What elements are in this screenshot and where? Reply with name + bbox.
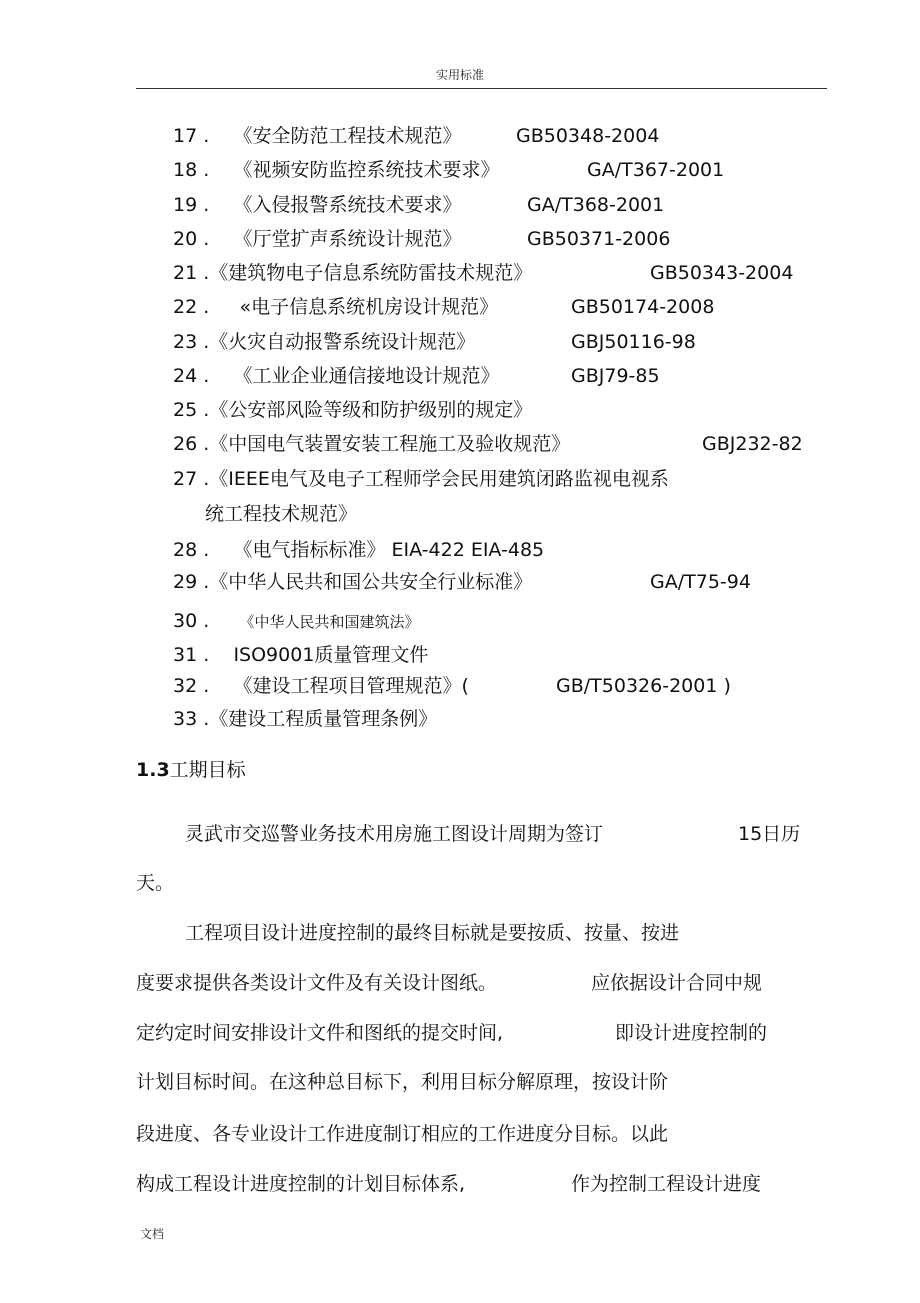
section-number: 1.3 bbox=[136, 759, 170, 781]
reference-title: 《电气指标标准》 EIA-422 EIA-485 bbox=[233, 539, 545, 561]
reference-code: GB50348-2004 bbox=[516, 125, 660, 147]
reference-title: 《中华人民共和国公共安全行业标准》 bbox=[209, 571, 533, 593]
reference-item bbox=[173, 364, 660, 388]
paragraph-line bbox=[136, 871, 174, 895]
reference-number: 32 . bbox=[173, 675, 210, 697]
reference-item bbox=[173, 707, 437, 731]
reference-code: GA/T367-2001 bbox=[587, 159, 725, 181]
reference-number: 28 . bbox=[173, 539, 210, 561]
reference-item-continuation bbox=[205, 502, 357, 526]
reference-title: 《建设工程质量管理条例》 bbox=[209, 708, 438, 730]
reference-title: 《入侵报警系统技术要求》 bbox=[233, 194, 462, 216]
reference-title: 《中华人民共和国建筑法》 bbox=[239, 613, 420, 631]
paragraph-text: 工程项目设计进度控制的最终目标就是要按质、按量、按进 bbox=[185, 922, 680, 944]
reference-code: GBJ50116-98 bbox=[571, 331, 696, 353]
paragraph-text: 段进度、各专业设计工作进度制订相应的工作进度分目标。以此 bbox=[136, 1123, 669, 1145]
paragraph-text: 度要求提供各类设计文件及有关设计图纸。 bbox=[136, 972, 498, 994]
reference-code: GBJ79-85 bbox=[571, 365, 660, 387]
reference-item bbox=[173, 227, 671, 251]
reference-title: 《工业企业通信接地设计规范》 bbox=[233, 365, 500, 387]
reference-title: 《建筑物电子信息系统防雷技术规范》 bbox=[209, 262, 533, 284]
paragraph-text: 即设计进度控制的 bbox=[615, 1022, 768, 1044]
reference-number: 24 . bbox=[173, 365, 210, 387]
reference-item bbox=[173, 570, 751, 594]
reference-item bbox=[173, 158, 725, 182]
reference-title: 《视频安防监控系统技术要求》 bbox=[233, 159, 500, 181]
paragraph-line bbox=[136, 1021, 503, 1045]
reference-title: 《厅堂扩声系统设计规范》 bbox=[233, 228, 462, 250]
reference-number: 21 . bbox=[173, 262, 210, 284]
page-header: 实用标准 bbox=[435, 68, 484, 82]
paragraph-line bbox=[136, 1070, 668, 1094]
paragraph-line bbox=[591, 971, 762, 995]
reference-title: ISO9001质量管理文件 bbox=[233, 644, 429, 666]
reference-number: 30 . bbox=[173, 610, 210, 632]
reference-code: GBJ232-82 bbox=[702, 433, 803, 455]
paragraph-line bbox=[571, 1172, 761, 1196]
reference-code: GB50174-2008 bbox=[571, 296, 715, 318]
reference-title: 《安全防范工程技术规范》 bbox=[233, 125, 462, 147]
paragraph-line bbox=[185, 822, 603, 846]
reference-number: 27 . bbox=[173, 468, 210, 490]
reference-item bbox=[173, 398, 532, 422]
reference-number: 20 . bbox=[173, 228, 210, 250]
reference-number: 25 . bbox=[173, 399, 210, 421]
reference-number: 17 . bbox=[173, 125, 210, 147]
paragraph-text: 定约定时间安排设计文件和图纸的提交时间, bbox=[136, 1022, 504, 1044]
page-footer: 文档 bbox=[140, 1227, 165, 1241]
reference-number: 33 . bbox=[173, 708, 210, 730]
reference-number: 18 . bbox=[173, 159, 210, 181]
paragraph-text: 应依据设计合同中规 bbox=[591, 972, 763, 994]
reference-item bbox=[173, 538, 544, 562]
paragraph-text: 15日历 bbox=[738, 823, 801, 845]
reference-number: 26 . bbox=[173, 433, 210, 455]
paragraph-line bbox=[615, 1021, 767, 1045]
paragraph-line bbox=[738, 822, 800, 846]
reference-code: GB50343-2004 bbox=[650, 262, 794, 284]
paragraph-text: 构成工程设计进度控制的计划目标体系, bbox=[136, 1173, 466, 1195]
section-heading bbox=[136, 758, 246, 782]
reference-code: GA/T368-2001 bbox=[527, 194, 665, 216]
reference-item bbox=[173, 330, 696, 354]
reference-item bbox=[173, 643, 428, 667]
paragraph-line bbox=[136, 971, 497, 995]
reference-number: 29 . bbox=[173, 571, 210, 593]
reference-code: GA/T75-94 bbox=[650, 571, 751, 593]
paragraph-line bbox=[136, 1172, 465, 1196]
reference-number: 23 . bbox=[173, 331, 210, 353]
reference-code: GB/T50326-2001 ) bbox=[556, 675, 731, 697]
reference-number: 31 . bbox=[173, 644, 210, 666]
reference-title: 《IEEE电气及电子工程师学会民用建筑闭路监视电视系 bbox=[209, 468, 669, 490]
reference-code: GB50371-2006 bbox=[527, 228, 671, 250]
reference-item bbox=[173, 124, 660, 148]
paragraph-text: 灵武市交巡警业务技术用房施工图设计周期为签订 bbox=[185, 823, 604, 845]
reference-number: 19 . bbox=[173, 194, 210, 216]
paragraph-line bbox=[136, 1122, 668, 1146]
section-title: 工期目标 bbox=[169, 759, 246, 781]
paragraph-text: 计划目标时间。在这种总目标下，利用目标分解原理，按设计阶 bbox=[136, 1071, 669, 1093]
header-rule bbox=[136, 88, 827, 89]
reference-title: 《中国电气装置安装工程施工及验收规范》 bbox=[209, 433, 571, 455]
reference-item bbox=[173, 467, 669, 491]
reference-item bbox=[173, 193, 665, 217]
paragraph-text: 作为控制工程设计进度 bbox=[571, 1173, 762, 1195]
paragraph-text: 天。 bbox=[136, 872, 175, 894]
reference-number: 22 . bbox=[173, 296, 210, 318]
reference-title: «电子信息系统机房设计规范》 bbox=[239, 296, 499, 318]
reference-item bbox=[173, 609, 419, 634]
reference-title: 《火灾自动报警系统设计规范》 bbox=[209, 331, 476, 353]
reference-item bbox=[173, 295, 715, 319]
reference-title: 《公安部风险等级和防护级别的规定》 bbox=[209, 399, 533, 421]
reference-item bbox=[173, 432, 803, 456]
paragraph-line bbox=[185, 921, 679, 945]
reference-item bbox=[173, 261, 794, 285]
reference-title-continuation: 统工程技术规范》 bbox=[205, 503, 358, 525]
reference-item bbox=[173, 674, 731, 698]
reference-title: 《建设工程项目管理规范》( bbox=[233, 675, 469, 697]
